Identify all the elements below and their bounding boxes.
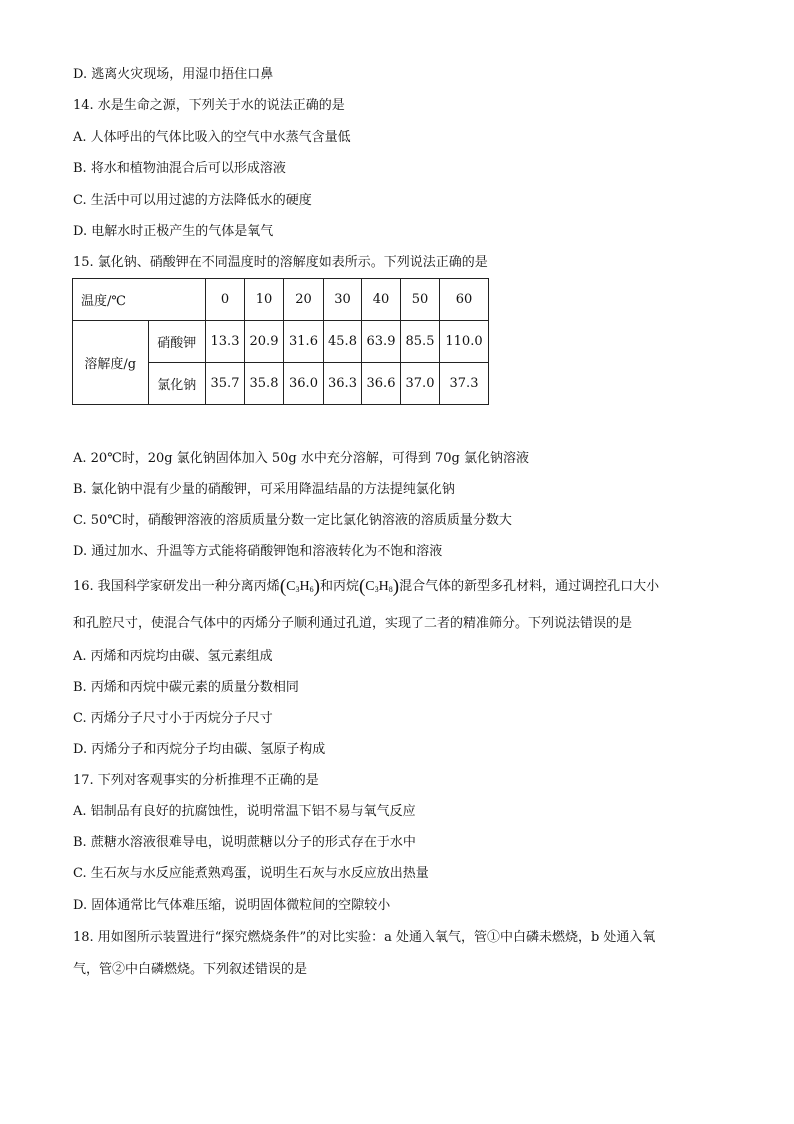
solubility-label: 溶解度/g — [73, 321, 149, 405]
q13-option-d: D. 逃离火灾现场，用湿巾捂住口鼻 — [73, 67, 274, 82]
temp-cell: 60 — [440, 279, 489, 321]
q14-stem: 14. 水是生命之源，下列关于水的说法正确的是 — [73, 98, 345, 113]
q17-option-c: C. 生石灰与水反应能煮熟鸡蛋，说明生石灰与水反应放出热量 — [73, 866, 429, 881]
carbon-symbol: C — [365, 579, 375, 594]
carbon-subscript: 3 — [374, 585, 379, 594]
paren-open: ( — [358, 576, 366, 597]
kno3-cell: 45.8 — [324, 321, 362, 363]
q16-stem-line1 — [73, 578, 659, 599]
paren-close: ) — [392, 576, 400, 597]
paren-close: ) — [313, 576, 320, 597]
q16-stem-line2: 和孔腔尺寸，使混合气体中的丙烯分子顺利通过孔道，实现了二者的精准筛分。下列说法错误的是 — [73, 616, 633, 631]
q14-option-a: A. 人体呼出的气体比吸入的空气中水蒸气含量低 — [73, 130, 351, 145]
temp-cell: 10 — [245, 279, 284, 321]
kno3-cell: 110.0 — [440, 321, 489, 363]
propene-formula — [279, 576, 320, 597]
kno3-label: 硝酸钾 — [148, 321, 205, 363]
q14-option-b: B. 将水和植物油混合后可以形成溶液 — [73, 161, 286, 176]
q18-stem-line2: 气，管②中白磷燃烧。下列叙述错误的是 — [73, 962, 308, 977]
q16-option-b: B. 丙烯和丙烷中碳元素的质量分数相同 — [73, 680, 299, 695]
q15-option-b: B. 氯化钠中混有少量的硝酸钾，可采用降温结晶的方法提纯氯化钠 — [73, 482, 455, 497]
q14-option-d: D. 电解水时正极产生的气体是氧气 — [73, 224, 274, 239]
temp-cell: 30 — [324, 279, 362, 321]
q15-option-c: C. 50℃时，硝酸钾溶液的溶质质量分数一定比氯化钠溶液的溶质质量分数大 — [73, 513, 512, 528]
paren-open: ( — [279, 576, 287, 597]
q17-option-a: A. 铝制品有良好的抗腐蚀性，说明常温下铝不易与氧气反应 — [73, 804, 416, 819]
q16-option-d: D. 丙烯分子和丙烷分子均由碳、氢原子构成 — [73, 742, 326, 757]
temp-cell: 50 — [401, 279, 440, 321]
q16-text-part3: 混合气体的新型多孔材料，通过调控孔口大小 — [399, 579, 660, 594]
hydrogen-subscript: 8 — [388, 585, 393, 594]
q16-option-c: C. 丙烯分子尺寸小于丙烷分子尺寸 — [73, 711, 273, 726]
q17-option-d: D. 固体通常比气体难压缩，说明固体微粒间的空隙较小 — [73, 898, 391, 913]
nacl-cell: 36.0 — [284, 363, 324, 405]
q15-stem: 15. 氯化钠、硝酸钾在不同温度时的溶解度如表所示。下列说法正确的是 — [73, 255, 488, 270]
nacl-cell: 37.0 — [401, 363, 440, 405]
solubility-table — [72, 278, 489, 405]
kno3-cell: 13.3 — [206, 321, 245, 363]
q16-text-part1: 16. 我国科学家研发出一种分离丙烯 — [73, 579, 280, 594]
temp-cell: 20 — [284, 279, 324, 321]
kno3-cell: 20.9 — [245, 321, 284, 363]
nacl-label: 氯化钠 — [148, 363, 205, 405]
nacl-cell: 37.3 — [440, 363, 489, 405]
temp-cell: 40 — [362, 279, 401, 321]
q16-text-part2: 和丙烷 — [319, 579, 359, 594]
kno3-cell: 63.9 — [362, 321, 401, 363]
kno3-cell: 85.5 — [401, 321, 440, 363]
kno3-cell: 31.6 — [284, 321, 324, 363]
hydrogen-symbol: H — [299, 579, 310, 594]
nacl-cell: 35.8 — [245, 363, 284, 405]
q17-option-b: B. 蔗糖水溶液很难导电，说明蔗糖以分子的形式存在于水中 — [73, 835, 416, 850]
q15-option-a: A. 20℃时，20g 氯化钠固体加入 50g 水中充分溶解，可得到 70g 氯化钠溶液 — [73, 451, 529, 466]
carbon-subscript: 3 — [295, 585, 300, 594]
q15-option-d: D. 通过加水、升温等方式能将硝酸钾饱和溶液转化为不饱和溶液 — [73, 544, 443, 559]
temp-header: 温度/℃ — [73, 279, 206, 321]
hydrogen-subscript: 6 — [309, 585, 314, 594]
table-row — [73, 321, 489, 363]
nacl-cell: 35.7 — [206, 363, 245, 405]
table-row — [73, 279, 489, 321]
q17-stem: 17. 下列对客观事实的分析推理不正确的是 — [73, 773, 319, 788]
q18-stem-line1: 18. 用如图所示装置进行“探究燃烧条件”的对比实验：a 处通入氧气，管①中白磷未燃烧，b 处通入氧 — [73, 930, 656, 945]
hydrogen-symbol: H — [378, 579, 389, 594]
q14-option-c: C. 生活中可以用过滤的方法降低水的硬度 — [73, 193, 312, 208]
nacl-cell: 36.3 — [324, 363, 362, 405]
temp-cell: 0 — [206, 279, 245, 321]
carbon-symbol: C — [286, 579, 296, 594]
q16-option-a: A. 丙烯和丙烷均由碳、氢元素组成 — [73, 649, 273, 664]
nacl-cell: 36.6 — [362, 363, 401, 405]
propane-formula — [358, 576, 400, 597]
